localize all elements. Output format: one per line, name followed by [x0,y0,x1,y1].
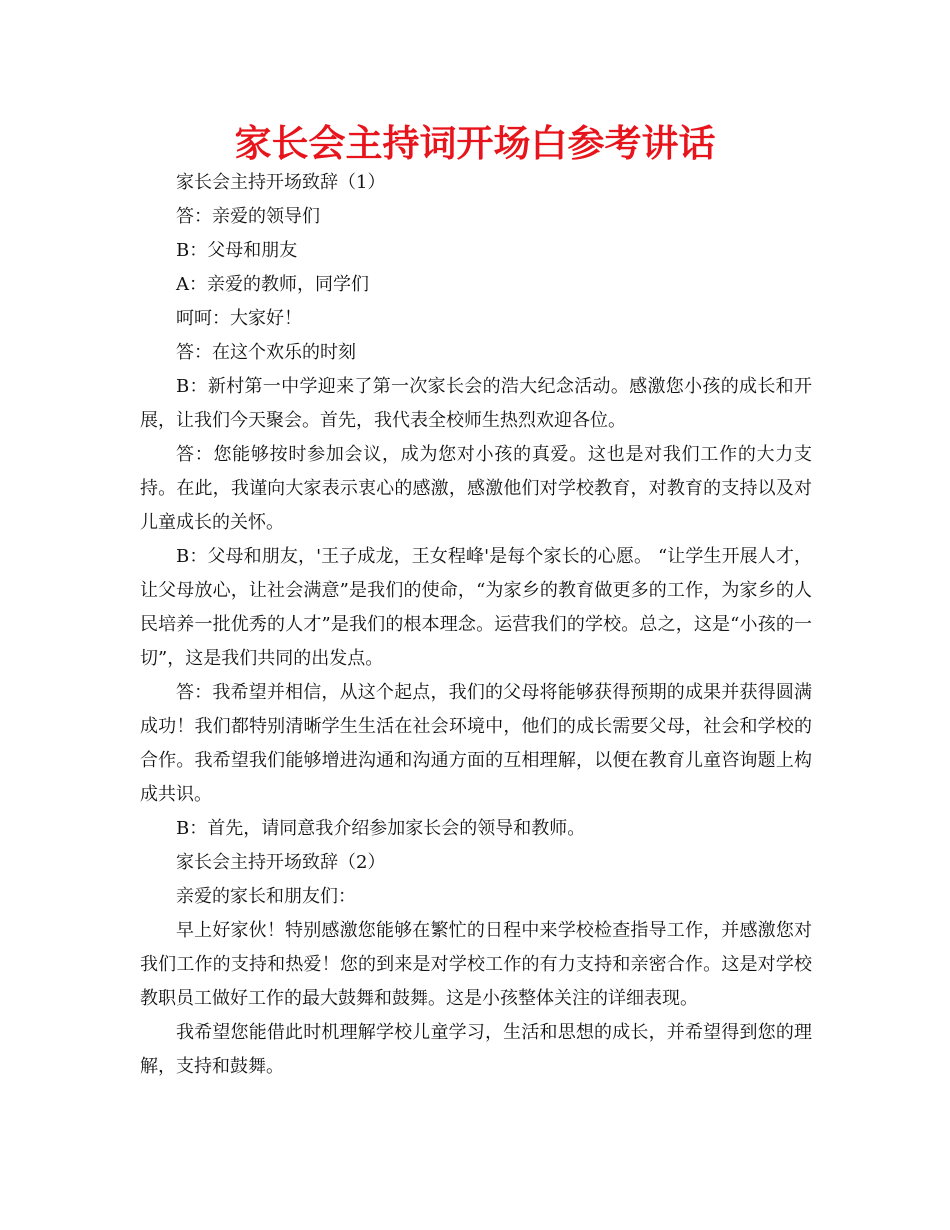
paragraph: 呵呵：大家好！ [176,308,302,329]
paragraph: B：父母和朋友 [176,240,298,261]
document-body [140,166,812,1084]
paragraph: 亲爱的家长和朋友们： [176,886,356,907]
paragraph: B：父母和朋友，'王子成龙，王女程峰'是每个家长的心愿。 “让学生开展人才，让父母放心，让社会满意”是我们的使命，“为家乡的教育做更多的工作，为家乡的人民培养一批优秀的人才”是我们的根本理念。运营我们的学校。总之，这是“小孩的一切”，这是我们共同的出发点。 [140,546,812,669]
paragraph: 答：我希望并相信，从这个起点，我们的父母将能够获得预期的成果并获得圆满成功！我们都特别清晰学生生活在社会环境中，他们的成长需要父母，社会和学校的合作。我希望我们能够增进沟通和沟通方面的互相理解，以便在教育儿童咨询题上构成共识。 [140,682,812,805]
paragraph: 早上好家伙！特别感激您能够在繁忙的日程中来学校检查指导工作，并感激您对我们工作的支持和热爱！您的到来是对学校工作的有力支持和亲密合作。这是对学校教职员工做好工作的最大鼓舞和鼓舞。这是小孩整体关注的详细表现。 [140,920,812,1009]
paragraph: 我希望您能借此时机理解学校儿童学习，生活和思想的成长，并希望得到您的理解，支持和鼓舞。 [140,1022,812,1077]
paragraph: 家长会主持开场致辞（1） [176,172,386,193]
paragraph: 答：您能够按时参加会议，成为您对小孩的真爱。这也是对我们工作的大力支持。在此，我谨向大家表示衷心的感激，感激他们对学校教育，对教育的支持以及对儿童成长的关怀。 [140,444,812,533]
paragraph: B：首先，请同意我介绍参加家长会的领导和教师。 [176,818,586,839]
paragraph: 答：在这个欢乐的时刻 [176,342,356,363]
paragraph: 答：亲爱的领导们 [176,206,320,227]
paragraph: 家长会主持开场致辞（2） [176,852,386,873]
paragraph: B：新村第一中学迎来了第一次家长会的浩大纪念活动。感激您小孩的成长和开展，让我们今天聚会。首先，我代表全校师生热烈欢迎各位。 [140,376,812,431]
document-title: 家长会主持词开场白参考讲话 [234,122,716,165]
paragraph: A：亲爱的教师，同学们 [176,274,369,295]
